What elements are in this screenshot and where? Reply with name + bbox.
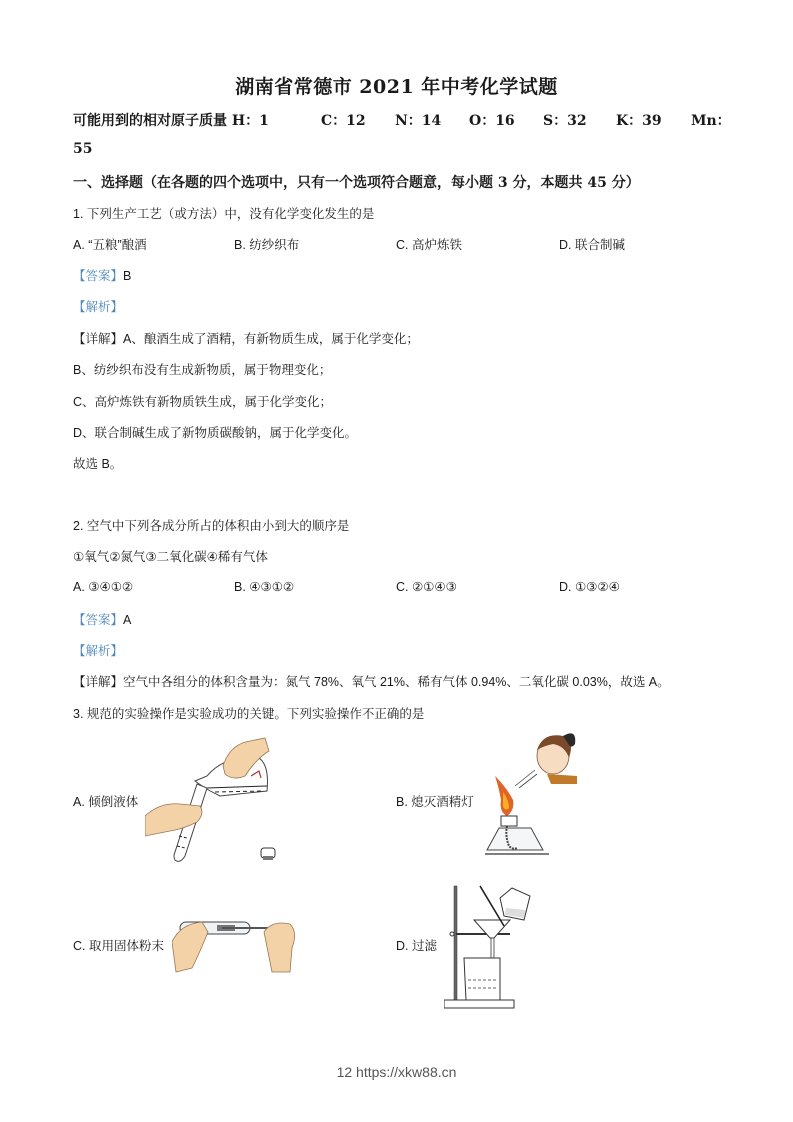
- atomic-masses-continuation: 55: [73, 141, 93, 157]
- answer-label: 【答案】: [73, 613, 124, 627]
- answer-value: A: [123, 613, 132, 627]
- question-3-option-c: C. 取用固体粉末: [73, 939, 164, 953]
- question-1-option-c: C. 高炉炼铁: [396, 238, 462, 252]
- detail-label: 【详解】: [73, 675, 124, 689]
- detail-label: 【详解】: [73, 332, 124, 346]
- question-3-option-b: B. 熄灭酒精灯: [396, 795, 474, 809]
- question-3-option-a: A. 倾倒液体: [73, 795, 139, 809]
- mass-mn: Mn：: [691, 113, 731, 129]
- question-1-option-b: B. 纺纱织布: [234, 238, 300, 252]
- mass-c: C：12: [321, 113, 366, 129]
- taking-solid-powder-illustration: [172, 912, 302, 976]
- pouring-liquid-illustration: [145, 736, 295, 866]
- question-2-analysis-label: 【解析】: [73, 644, 124, 658]
- question-2-option-c: C. ②①④③: [396, 580, 457, 594]
- question-1-answer: [73, 266, 131, 284]
- question-2-option-d: D. ①③②④: [559, 580, 620, 594]
- question-2-detail: [73, 672, 670, 690]
- mass-s: S：32: [543, 113, 587, 129]
- mass-k: K：39: [616, 113, 662, 129]
- question-1-detail-line-2: B、纺纱织布没有生成新物质，属于物理变化；: [73, 363, 332, 377]
- answer-label: 【答案】: [73, 269, 124, 283]
- detail-text: A、酿酒生成了酒精，有新物质生成，属于化学变化；: [123, 332, 419, 346]
- question-1-stem: 1. 下列生产工艺（或方法）中，没有化学变化发生的是: [73, 207, 375, 221]
- detail-text: 空气中各组分的体积含量为：氮气 78%、氧气 21%、稀有气体 0.94%、二氧化碳 0.03%，故选 A。: [123, 675, 670, 689]
- question-1-conclusion: 故选 B。: [73, 457, 123, 471]
- question-1-analysis-label: 【解析】: [73, 300, 124, 314]
- mass-o: O：16: [469, 113, 515, 129]
- question-2-stem: 2. 空气中下列各成分所占的体积由小到大的顺序是: [73, 519, 350, 533]
- question-2-answer: [73, 610, 131, 628]
- question-1-option-a: A. “五粮”酿酒: [73, 238, 147, 252]
- question-3-stem: 3. 规范的实验操作是实验成功的关键。下列实验操作不正确的是: [73, 707, 425, 721]
- question-2-option-b: B. ④③①②: [234, 580, 295, 594]
- page-footer: 12 https://xkw88.cn: [336, 1064, 457, 1080]
- question-3-option-d: D. 过滤: [396, 939, 437, 953]
- question-2-sub-stem: ①氧气②氮气③二氧化碳④稀有气体: [73, 550, 268, 564]
- question-1-detail-line-3: C、高炉炼铁有新物质铁生成，属于化学变化；: [73, 395, 333, 409]
- extinguish-alcohol-lamp-illustration: [485, 728, 585, 866]
- section-heading: 一、选择题（在各题的四个选项中，只有一个选项符合题意，每小题 3 分，本题共 45 分）: [73, 175, 640, 191]
- filtration-illustration: [444, 882, 544, 1010]
- answer-value: B: [123, 269, 132, 283]
- question-1-detail-line-4: D、联合制碱生成了新物质碳酸钠，属于化学变化。: [73, 426, 358, 440]
- question-1-detail-line-1: [73, 329, 419, 347]
- question-1-option-d: D. 联合制碱: [559, 238, 625, 252]
- mass-n: N：14: [395, 113, 442, 129]
- page-title: 湖南省常德市 2021 年中考化学试题: [235, 76, 558, 98]
- question-2-option-a: A. ③④①②: [73, 580, 134, 594]
- atomic-masses-label: 可能用到的相对原子质量 H：1: [73, 113, 269, 129]
